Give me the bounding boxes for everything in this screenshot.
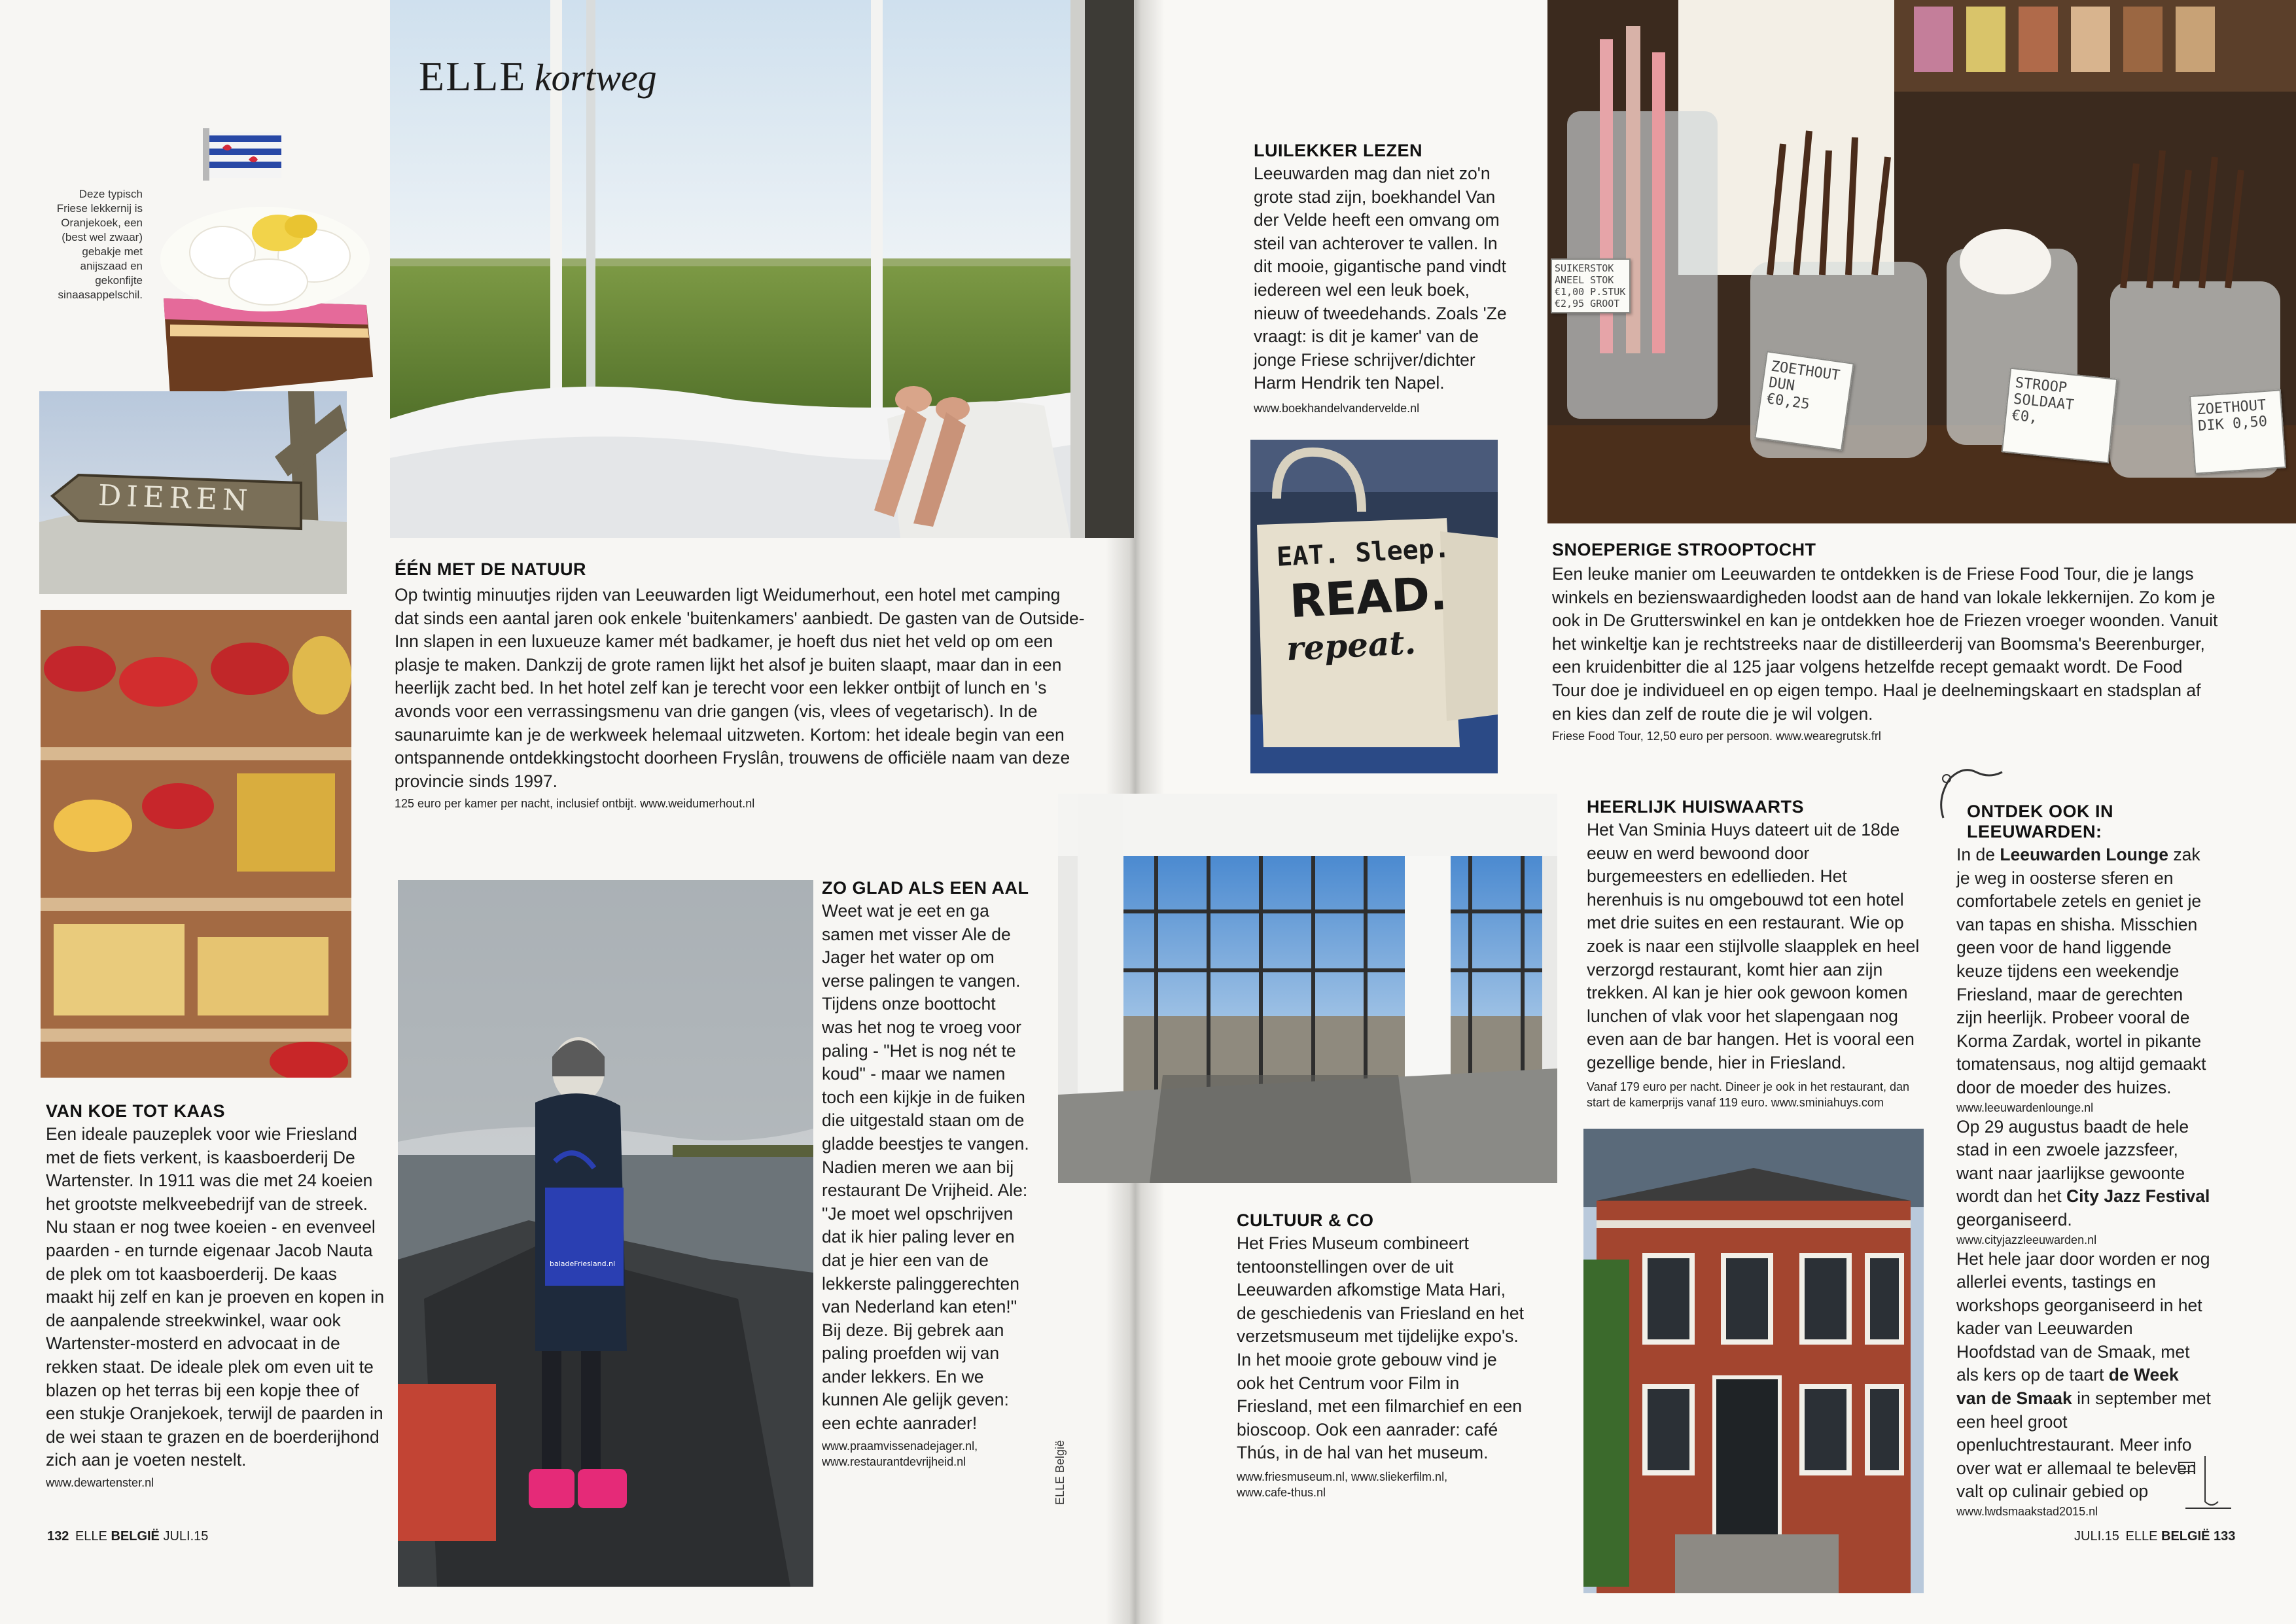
tote-bag-photo [1250,440,1498,773]
stroop-body: Een leuke manier om Leeuwarden te ontdekken is de Friese Food Tour, die je langs winkels en bezienswaardigheden loodst aan de hand van lokale lekkernijen. Zo kom je ook in De Grutterswinkel en kan je ontdekken hoe de Friezen vroeger woonden. Vanuit het winkeltje kan je rechtstreeks naar de distilleerderij van Boomsma's Beerenburger, een kruidenbitter die al 125 jaar volgens hetzelfde recept gemaakt wordt. De Food Tour doe je individueel en op eigen tempo. Haal je deelnemingskaart en stadsplan af en kies dan zelf de route die je wil volgen. [1552,564,2218,724]
candy-tag-suikerstok: SUIKERSTOK ANEEL STOK €1,00 P.STUK €2,95 GROOT [1551,258,1631,313]
folio-right-number: 133 [2214,1529,2236,1544]
lezen-body: Leeuwarden mag dan niet zo'n grote stad zijn, boekhandel Van der Velde heeft een omvang om steil van achterover te vallen. In dit mooie, gigantische pand vindt iedereen wel een leuk boek, nieuw of tweedehands. Zoals 'Ze vraagt: is dit je kamer' van de jonge Friese schrijver/dichter Harm Hendrik ten Napel. [1254,164,1507,393]
tote-text-1: EAT. Sleep. [1275,533,1451,573]
cultuur-info-2: www.cafe-thus.nl [1237,1485,1326,1499]
aal-body: Weet wat je eet en ga samen met visser Ale de Jager het water op om verse palingen te vangen. Tijdens onze boottocht was het nog te vroeg voor paling - "Het is nog nét te koud" - maar we namen toch een kijkje in de fuiken die uitgestald staan om de gladde beestjes te vangen. Nadien meren we aan bij restaurant De Vrijheid. Ale: "Je moet wel opschrijven dat ik hier paling lever en dat je hier een van de lekkerste palinggerechten van Nederland kan eten!" Bij deze. Bij gebrek aan paling proefden wij van ander lekkers. En we kunnen Ale gelijk geven: een echte aanrader! [822,901,1029,1434]
cultuur-body: Het Fries Museum combineert tentoonstellingen over de uit Leeuwarden afkomstige Mata Hari, de geschiedenis van Friesland en het verzetsmuseum met tijdelijke expo's. In het mooie grote gebouw vind je ook het Centrum voor Film in Friesland, met een filmarchief en een bioscoop. Ook een aanrader: café Thús, in de hal van het museum. [1237,1233,1525,1463]
signature-scribble [2172,1456,2238,1515]
kaas-body: Een ideale pauzeplek voor wie Friesland met de fiets verkent, is kaasboerderij De Wartenster. In 1911 was die met 24 koeien het grootste melkveebedrijf van de streek. Nu staan er nog twee koeien - en evenveel paarden - en turnde eigenaar Jacob Nauta de plek om tot kaasboerderij. De kaas maakt hij zelf en kan je proeven en kopen in de aanpalende streekwinkel, waar ook Wartenster-mosterd en advocaat in de rekken staat. De ideale plek om even uit te blazen op het terras bij een kopje thee of een stukje Oranjekoek, terwijl de paarden in de wei staan te grazen en de boerderijhond zich aan je voeten nestelt. [46,1124,385,1470]
stroop-info: Friese Food Tour, 12,50 euro per persoon. www.wearegrutsk.frl [1552,730,1881,743]
article-kaas [46,1101,386,1491]
natuur-body: Op twintig minuutjes rijden van Leeuwarden ligt Weidumerhout, een hotel met camping dat sinds een aantal jaren ook enkele 'buitenkamers' aanbiedt. De gasten van de Outside-Inn slapen in een luxueuze kamer mét badkamer, je hoeft dus niet het veld op om een plasje te maken. Dankzij de grote ramen lijkt het alsof je buiten slaapt, maar dan in een heerlijk zacht bed. In het hotel zelf kan je terecht voor een lekker ontbijt of lunch en 's avonds voor een verrassingsmenu van drie gangen (vis, vlees of vegetarisch). In de saunaruimte kan je de werkweek helemaal uitzweten. Kortom: het ideale begin van een ontspannende ontdekkingstocht doorheen Fryslân, trouwens de officiële naam van deze provincie sinds 1997. [395,585,1085,791]
article-huis [1587,797,1927,1110]
stroop-title: SNOEPERIGE STROOPTOCHT [1552,540,1816,559]
sign-text: DIEREN [97,478,254,518]
ontdek-p2-c: georganiseerd. [1956,1209,2072,1229]
ontdek-p2-a: Op 29 augustus baadt de hele stad in een zwoele jazzsfeer, want naar jaarlijkse gewoonte wordt dan het [1956,1116,2189,1207]
folio-left-brand: ELLE [75,1529,107,1544]
ontdek-title: ONTDEK OOK IN LEEUWARDEN: [1967,802,2114,841]
folio-right-country: BELGIË [2161,1529,2210,1544]
header-section: kortweg [534,56,657,99]
article-natuur [395,559,1088,811]
article-cultuur [1237,1210,1525,1500]
tote-text-2: READ. [1288,566,1449,629]
cake-caption: Deze typisch Friese lekkernij is Oranjekoek, een (best wel zwaar) gebakje met anijszaad en gekonfijte sinaasappelschil. [56,188,143,301]
article-lezen [1254,141,1509,416]
candy-tag-zoethout-dun: ZOETHOUT DUN €0,25 [1754,351,1854,450]
ontdek-p1 [1956,843,2212,1100]
ontdek-p2 [1956,1116,2212,1232]
candy-store-photo [1547,0,2296,523]
section-header [419,52,657,101]
header-brand: ELLE [419,53,527,99]
aal-info-2: www.restaurantdevrijheid.nl [822,1455,966,1468]
boat-photo [398,880,813,1587]
ontdek-link-3[interactable]: www.lwdsmaakstad2015.nl [1956,1505,2098,1519]
ontdek-p1-c: zak je weg in oosterse sferen en comfortabele zetels en geniet je van tapas en shisha. Misschien geen voor de hand liggende keuze tijdens een weekendje Friesland, maar de gerechten zijn heerlijk. Probeer vooral de Korma Zardak, wortel in pikante tomatensaus, nog altijd gemaakt door de moeder des huizes. [1956,845,2206,1097]
ontdek-p3-a: Het hele jaar door worden er nog allerlei events, tastings en workshops georganiseerd in het kader van Leeuwarden Hoofdstad van de Smaak, met als kers op de taart [1956,1248,2210,1385]
cheese-shelf-photo [41,610,351,1078]
huis-info: Vanaf 179 euro per nacht. Dineer je ook in het restaurant, dan start de kamerprijs vanaf 119 euro. www.sminiahuys.com [1587,1080,1909,1109]
folio-left-number: 132 [47,1529,69,1544]
lezen-info: www.boekhandelvandervelde.nl [1254,401,1420,415]
scribble-decoration [1930,759,2009,824]
aal-title: ZO GLAD ALS EEN AAL [822,878,1029,898]
folio-left [47,1529,208,1544]
natuur-info: 125 euro per kamer per nacht, inclusief ontbijt. www.weidumerhout.nl [395,797,755,811]
museum-interior-photo [1058,794,1557,1183]
article-stroop [1552,540,2219,744]
natuur-title: ÉÉN MET DE NATUUR [395,559,587,579]
folio-right-issue: JULI.15 [2074,1529,2119,1544]
kaas-title: VAN KOE TOT KAAS [46,1101,226,1121]
ontdek-p2-bold: City Jazz Festival [2066,1186,2210,1207]
ontdek-p1-bold: Leeuwarden Lounge [2000,845,2168,864]
article-aal [822,878,1030,1470]
lezen-title: LUILEKKER LEZEN [1254,141,1423,160]
sminia-huys-photo [1583,1129,1924,1593]
article-ontdek [1956,802,2212,1519]
cultuur-info-1: www.friesmuseum.nl, www.sliekerfilm.nl, [1237,1470,1448,1483]
ontdek-p1-a: In de [1956,845,2000,864]
spine-text: ELLE België [1053,1439,1067,1505]
cultuur-title: CULTUUR & CO [1237,1210,1374,1230]
ontdek-link-2[interactable]: www.cityjazzleeuwarden.nl [1956,1233,2097,1246]
folio-left-issue: JULI.15 [163,1529,209,1544]
boat-bag-label: baladeFriesland.nl [550,1260,616,1268]
cake-photo [150,128,386,410]
tote-text-3: repeat. [1285,622,1417,669]
ontdek-p3-c: in september met een heel groot openluchtrestaurant. Meer info over wat er allemaal te beleven valt op culinair gebied op [1956,1388,2211,1502]
candy-tag-zoethout-dik: ZOETHOUT DIK 0,50 [2189,389,2286,474]
signpost-photo [39,391,347,594]
huis-title: HEERLIJK HUISWAARTS [1587,797,1805,817]
kaas-info: www.dewartenster.nl [46,1475,154,1489]
candy-tag-stroop-soldaat: STROOP SOLDAAT €0, [2002,368,2118,464]
folio-left-country: BELGIË [111,1529,160,1544]
huis-body: Het Van Sminia Huys dateert uit de 18de eeuw en werd bewoond door burgemeesters en edellieden. Het herenhuis is nu omgebouwd tot een hotel met drie suites en een restaurant. Wie op zoek is naar een stijlvolle slaapplek en heel verzorgd restaurant, komt hier aan zijn trekken. Al kan je hier ook gewoon komen lunchen of vlak voor het slapengaan nog even aan de bar hangen. Het is vooral een gezellige bende, hier in Friesland. [1587,820,1920,1072]
folio-right [2074,1529,2235,1544]
ontdek-link-1[interactable]: www.leeuwardenlounge.nl [1956,1101,2094,1114]
ontdek-p3-bold: de Week van de Smaak [1956,1365,2179,1409]
folio-right-brand: ELLE [2125,1529,2158,1544]
aal-info-1: www.praamvissenadejager.nl, [822,1439,978,1453]
